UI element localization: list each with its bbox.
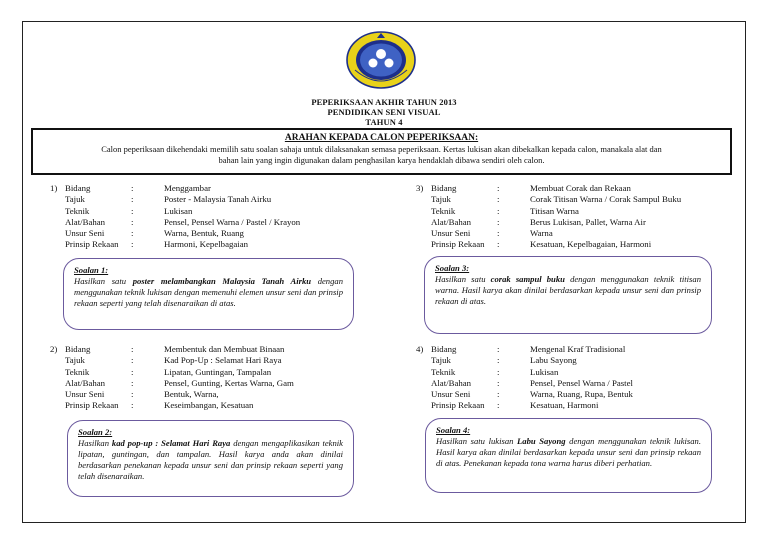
- field-value: Warna, Bentuk, Ruang: [164, 228, 244, 239]
- question-2-box: [67, 420, 354, 497]
- colon: :: [497, 228, 500, 239]
- task-number: 1): [50, 183, 58, 193]
- colon: :: [131, 366, 134, 377]
- field-label: Unsur Seni: [431, 389, 471, 400]
- field-label: Alat/Bahan: [431, 377, 472, 388]
- field-value: Kesatuan, Harmoni: [530, 400, 599, 411]
- question-1-box: [63, 258, 354, 330]
- task-number: 3): [416, 183, 424, 193]
- colon: :: [497, 377, 500, 388]
- field-label: Alat/Bahan: [65, 216, 106, 227]
- instructions-line-2: bahan lain yang ingin digunakan dalam penghasilan karya hendaklah dibawa sendiri oleh calon.: [218, 155, 545, 165]
- colon: :: [497, 389, 500, 400]
- colon: :: [131, 205, 134, 216]
- field-value: Keseimbangan, Kesatuan: [164, 400, 254, 411]
- field-value: Mengenal Kraf Tradisional: [530, 344, 626, 354]
- question-heading: Soalan 3:: [435, 263, 470, 273]
- colon: :: [131, 400, 134, 411]
- question-text: dengan mengaplikasikan teknik lipatan, guntingan, dan tampalan. Hasil karya anda akan dinilai berdasarkan penekanan kepada unsur seni dan prinsip rekaan seperti yang telah disenaraikan.: [78, 438, 343, 481]
- field-value: Warna, Ruang, Rupa, Bentuk: [530, 389, 633, 400]
- question-4-box: [425, 418, 712, 493]
- colon: :: [131, 355, 134, 366]
- field-label: Unsur Seni: [65, 389, 105, 400]
- question-text: dengan menggunakan teknik lukisan dengan memenuhi elemen unsur seni dan prinsip rekaan seperti yang telah disenaraikan di atas.: [74, 276, 343, 308]
- field-value: Titisan Warna: [530, 205, 579, 216]
- question-emphasis: poster melambangkan Malaysia Tanah Airku: [132, 276, 312, 286]
- question-heading: Soalan 4:: [436, 425, 471, 435]
- field-label: Unsur Seni: [65, 228, 105, 239]
- field-label: Tajuk: [431, 355, 451, 366]
- field-value: Labu Sayong: [530, 355, 577, 366]
- field-value: Membentuk dan Membuat Binaan: [164, 344, 285, 354]
- instructions-line-1: Calon peperiksaan dikehendaki memilih satu soalan sahaja untuk dilaksanakan semasa peperiksaan. Kertas lukisan akan dibekalkan kepada calon, manakala alat dan: [101, 144, 662, 154]
- colon: :: [131, 344, 134, 354]
- school-crest-logo: [345, 30, 417, 92]
- field-label: Prinsip Rekaan: [431, 239, 485, 250]
- question-heading: Soalan 1:: [74, 265, 109, 275]
- field-label: Teknik: [431, 366, 456, 377]
- field-value: Lipatan, Guntingan, Tampalan: [164, 366, 272, 377]
- field-value: Bentuk, Warna,: [164, 389, 219, 400]
- field-label: Bidang: [431, 344, 457, 354]
- question-emphasis: corak sampul buku: [490, 274, 565, 284]
- field-value: Poster - Malaysia Tanah Airku: [164, 194, 272, 205]
- field-label: Teknik: [431, 205, 456, 216]
- colon: :: [131, 183, 134, 193]
- field-label: Tajuk: [65, 355, 85, 366]
- colon: :: [497, 344, 500, 354]
- field-value: Pensel, Pensel Warna / Pastel / Krayon: [164, 216, 301, 227]
- field-value: Kesatuan, Kepelbagaian, Harmoni: [530, 239, 652, 250]
- field-label: Tajuk: [65, 194, 85, 205]
- colon: :: [131, 377, 134, 388]
- colon: :: [131, 194, 134, 205]
- field-value: Lukisan: [164, 205, 193, 216]
- task-number: 4): [416, 344, 424, 354]
- question-text: Hasilkan: [78, 438, 112, 448]
- field-label: Tajuk: [431, 194, 451, 205]
- field-label: Bidang: [65, 183, 91, 193]
- question-text: Hasilkan satu lukisan: [436, 436, 518, 446]
- field-label: Prinsip Rekaan: [65, 239, 119, 250]
- question-emphasis: Labu Sayong: [517, 436, 566, 446]
- field-label: Prinsip Rekaan: [431, 400, 485, 411]
- question-3-box: [424, 256, 712, 334]
- field-label: Prinsip Rekaan: [65, 400, 119, 411]
- colon: :: [131, 389, 134, 400]
- colon: :: [497, 239, 500, 250]
- field-label: Bidang: [431, 183, 457, 193]
- question-text: Hasilkan satu: [435, 274, 491, 284]
- colon: :: [497, 216, 500, 227]
- colon: :: [131, 228, 134, 239]
- instructions-box: [31, 128, 732, 175]
- task-4: [416, 344, 736, 412]
- colon: :: [497, 366, 500, 377]
- field-label: Teknik: [65, 366, 90, 377]
- instructions-heading: ARAHAN KEPADA CALON PEPERIKSAAN:: [284, 133, 479, 143]
- question-text: Hasilkan satu: [74, 276, 133, 286]
- question-heading: Soalan 2:: [78, 427, 113, 437]
- field-value: Warna: [530, 228, 553, 239]
- question-text: dengan menggunakan teknik lukisan. Hasil karya akan dinilai berdasarkan kepada unsur seni dan prinsip rekaan di atas. Penekanan kepada tona warna harus diberi perhatian.: [436, 436, 701, 468]
- field-label: Unsur Seni: [431, 228, 471, 239]
- colon: :: [497, 355, 500, 366]
- field-value: Menggambar: [164, 183, 211, 193]
- field-label: Alat/Bahan: [65, 377, 106, 388]
- field-value: Lukisan: [530, 366, 559, 377]
- field-label: Bidang: [65, 344, 91, 354]
- colon: :: [497, 194, 500, 205]
- task-1: [50, 183, 370, 251]
- year-title: TAHUN 4: [365, 117, 403, 127]
- subject-title: PENDIDIKAN SENI VISUAL: [327, 107, 441, 117]
- colon: :: [497, 400, 500, 411]
- field-value: Pensel, Gunting, Kertas Warna, Gam: [164, 377, 294, 388]
- field-label: Alat/Bahan: [431, 216, 472, 227]
- task-2: [50, 344, 370, 412]
- exam-title: PEPERIKSAAN AKHIR TAHUN 2013: [311, 97, 457, 107]
- field-value: Membuat Corak dan Rekaan: [530, 183, 631, 193]
- colon: :: [131, 239, 134, 250]
- field-value: Kad Pop-Up : Selamat Hari Raya: [164, 355, 282, 366]
- field-value: Pensel, Pensel Warna / Pastel: [530, 377, 633, 388]
- question-emphasis: kad pop-up : Selamat Hari Raya: [111, 438, 231, 448]
- field-value: Berus Lukisan, Pallet, Warna Air: [530, 216, 646, 227]
- field-value: Corak Titisan Warna / Corak Sampul Buku: [530, 194, 682, 205]
- colon: :: [131, 216, 134, 227]
- task-number: 2): [50, 344, 58, 354]
- question-text: dengan menggunakan teknik titisan warna. Hasil karya akan dinilai berdasarkan kepada unsur seni dan prinsip rekaan di atas.: [435, 274, 701, 306]
- colon: :: [497, 205, 500, 216]
- colon: :: [497, 183, 500, 193]
- field-value: Harmoni, Kepelbagaian: [164, 239, 249, 250]
- field-label: Teknik: [65, 205, 90, 216]
- task-3: [416, 183, 736, 251]
